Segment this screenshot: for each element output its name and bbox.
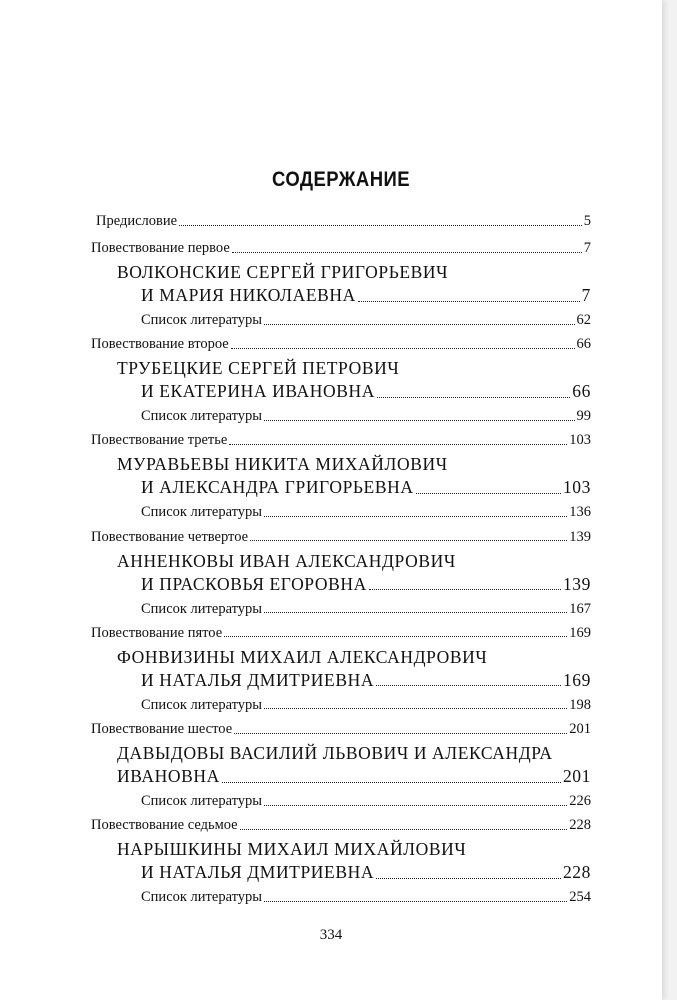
toc-entry-page: 103 xyxy=(569,432,591,449)
toc-bibliography-entry xyxy=(141,313,591,328)
toc-heading-line2 xyxy=(141,864,591,882)
toc-heading-line1: АННЕНКОВЫ ИВАН АЛЕКСАНДРОВИЧ xyxy=(117,550,456,571)
toc-entry-label: И ЕКАТЕРИНА ИВАНОВНА xyxy=(141,381,375,402)
toc-heading-line2 xyxy=(117,768,591,786)
dot-leader xyxy=(264,901,567,902)
toc-entry-page: 198 xyxy=(569,696,591,713)
toc-bibliography-entry xyxy=(141,409,591,424)
toc-heading-line2 xyxy=(141,669,591,690)
toc-bibliography-entry xyxy=(141,602,591,617)
toc-entry-page: 139 xyxy=(569,528,591,545)
dot-leader xyxy=(232,252,582,253)
toc-entry-label: Повествование второе xyxy=(91,336,229,353)
toc-section-entry xyxy=(91,722,591,737)
dot-leader xyxy=(416,493,561,494)
dot-leader xyxy=(234,733,567,734)
toc-bibliography-entry xyxy=(141,794,591,809)
toc-entry-page: 99 xyxy=(576,408,591,425)
toc-entry-label: И АЛЕКСАНДРА ГРИГОРЬЕВНА xyxy=(141,477,414,498)
toc-bibliography-entry xyxy=(141,698,591,713)
page-number: 334 xyxy=(319,927,343,943)
dot-leader xyxy=(377,397,570,398)
toc-heading-line1: ДАВЫДОВЫ ВАСИЛИЙ ЛЬВОВИЧ И АЛЕКСАНДРА xyxy=(117,743,553,763)
toc-entry-label: Список литературы xyxy=(141,504,263,521)
toc-section-entry xyxy=(91,818,591,833)
toc-entry-page: 201 xyxy=(562,766,591,786)
toc-entry-page: 167 xyxy=(569,600,591,617)
toc-section-entry xyxy=(91,626,591,641)
dot-leader xyxy=(224,636,567,637)
toc-entry-page: 201 xyxy=(569,721,591,737)
toc-heading-line2 xyxy=(141,573,591,594)
toc-entry-label: Список литературы xyxy=(141,889,263,906)
dot-leader xyxy=(264,708,567,709)
toc-entry-label: Предисловие xyxy=(96,213,178,229)
toc-entry-page: 228 xyxy=(562,862,591,883)
toc-entry-label: И МАРИЯ НИКОЛАЕВНА xyxy=(141,285,356,305)
toc-entry-label: Повествование первое xyxy=(91,240,230,256)
toc-heading-line1: ВОЛКОНСКИЕ СЕРГЕЙ ГРИГОРЬЕВИЧ xyxy=(117,262,449,282)
toc-heading-line1: НАРЫШКИНЫ МИХАИЛ МИХАЙЛОВИЧ xyxy=(117,839,467,860)
toc-entry-page: 169 xyxy=(562,669,591,690)
toc-entry-label: И НАТАЛЬЯ ДМИТРИЕВНА xyxy=(141,669,375,690)
toc-entry-label: Повествование четвертое xyxy=(91,528,249,545)
dot-leader xyxy=(264,324,574,325)
dot-leader xyxy=(369,589,561,590)
dot-leader xyxy=(264,612,567,613)
dot-leader xyxy=(222,782,561,783)
toc-heading-line2 xyxy=(141,287,591,305)
toc-entry-page: 228 xyxy=(569,817,591,834)
toc-section-entry xyxy=(91,337,591,352)
toc-entry-label: Повествование пятое xyxy=(91,624,223,641)
toc-entry-label: Список литературы xyxy=(141,408,263,425)
dot-leader xyxy=(376,878,561,879)
dot-leader xyxy=(264,516,567,517)
toc-heading-line2 xyxy=(141,383,591,401)
toc-entry-page: 139 xyxy=(562,573,591,594)
toc-entry-label: Список литературы xyxy=(141,696,263,713)
dot-leader xyxy=(264,420,574,421)
toc-entry-label: И ПРАСКОВЬЯ ЕГОРОВНА xyxy=(141,573,367,594)
dot-leader xyxy=(250,540,567,541)
toc-entry-label: ИВАНОВНА xyxy=(117,766,220,786)
toc-entry-label: Список литературы xyxy=(141,312,263,328)
toc-entry-page: 254 xyxy=(569,889,591,906)
dot-leader xyxy=(358,301,580,302)
toc-entry-label: Список литературы xyxy=(141,600,263,617)
dot-leader xyxy=(264,805,567,806)
toc-heading-line1: ТРУБЕЦКИЕ СЕРГЕЙ ПЕТРОВИЧ xyxy=(117,358,400,379)
toc-entry-page: 62 xyxy=(576,312,591,328)
toc-entry-page: 66 xyxy=(572,381,591,402)
toc-section-entry xyxy=(91,241,591,256)
toc-entry-label: Список литературы xyxy=(141,793,263,809)
toc-entry-page: 136 xyxy=(569,504,591,521)
toc-entry-label: Повествование третье xyxy=(91,432,228,449)
dot-leader xyxy=(231,348,575,349)
page-title: СОДЕРЖАНИЕ xyxy=(272,168,410,191)
dot-leader xyxy=(229,444,567,445)
toc-entry-label: Повествование шестое xyxy=(91,721,233,737)
toc-bibliography-entry xyxy=(141,890,591,905)
toc-section-entry xyxy=(91,530,591,545)
toc-heading-line1: МУРАВЬЕВЫ НИКИТА МИХАЙЛОВИЧ xyxy=(117,454,448,475)
toc-entry-page: 169 xyxy=(569,624,591,641)
dot-leader xyxy=(179,225,582,226)
dot-leader xyxy=(240,829,568,830)
toc-entry-label: И НАТАЛЬЯ ДМИТРИЕВНА xyxy=(141,862,375,883)
toc-entry-label: Повествование седьмое xyxy=(91,817,238,834)
toc-entry-page: 103 xyxy=(562,477,591,498)
toc-entry-page: 5 xyxy=(583,213,591,229)
toc-entry-page: 7 xyxy=(581,285,591,305)
toc-entry-page: 226 xyxy=(569,793,591,809)
dot-leader xyxy=(376,685,561,686)
toc-heading-line2 xyxy=(141,479,591,497)
toc-entry-preface xyxy=(96,214,591,229)
toc-entry-page: 7 xyxy=(583,240,591,256)
toc-bibliography-entry xyxy=(141,505,591,520)
toc-entry-page: 66 xyxy=(576,336,591,353)
toc-heading-line1: ФОНВИЗИНЫ МИХАИЛ АЛЕКСАНДРОВИЧ xyxy=(117,646,488,667)
toc-section-entry xyxy=(91,433,591,448)
